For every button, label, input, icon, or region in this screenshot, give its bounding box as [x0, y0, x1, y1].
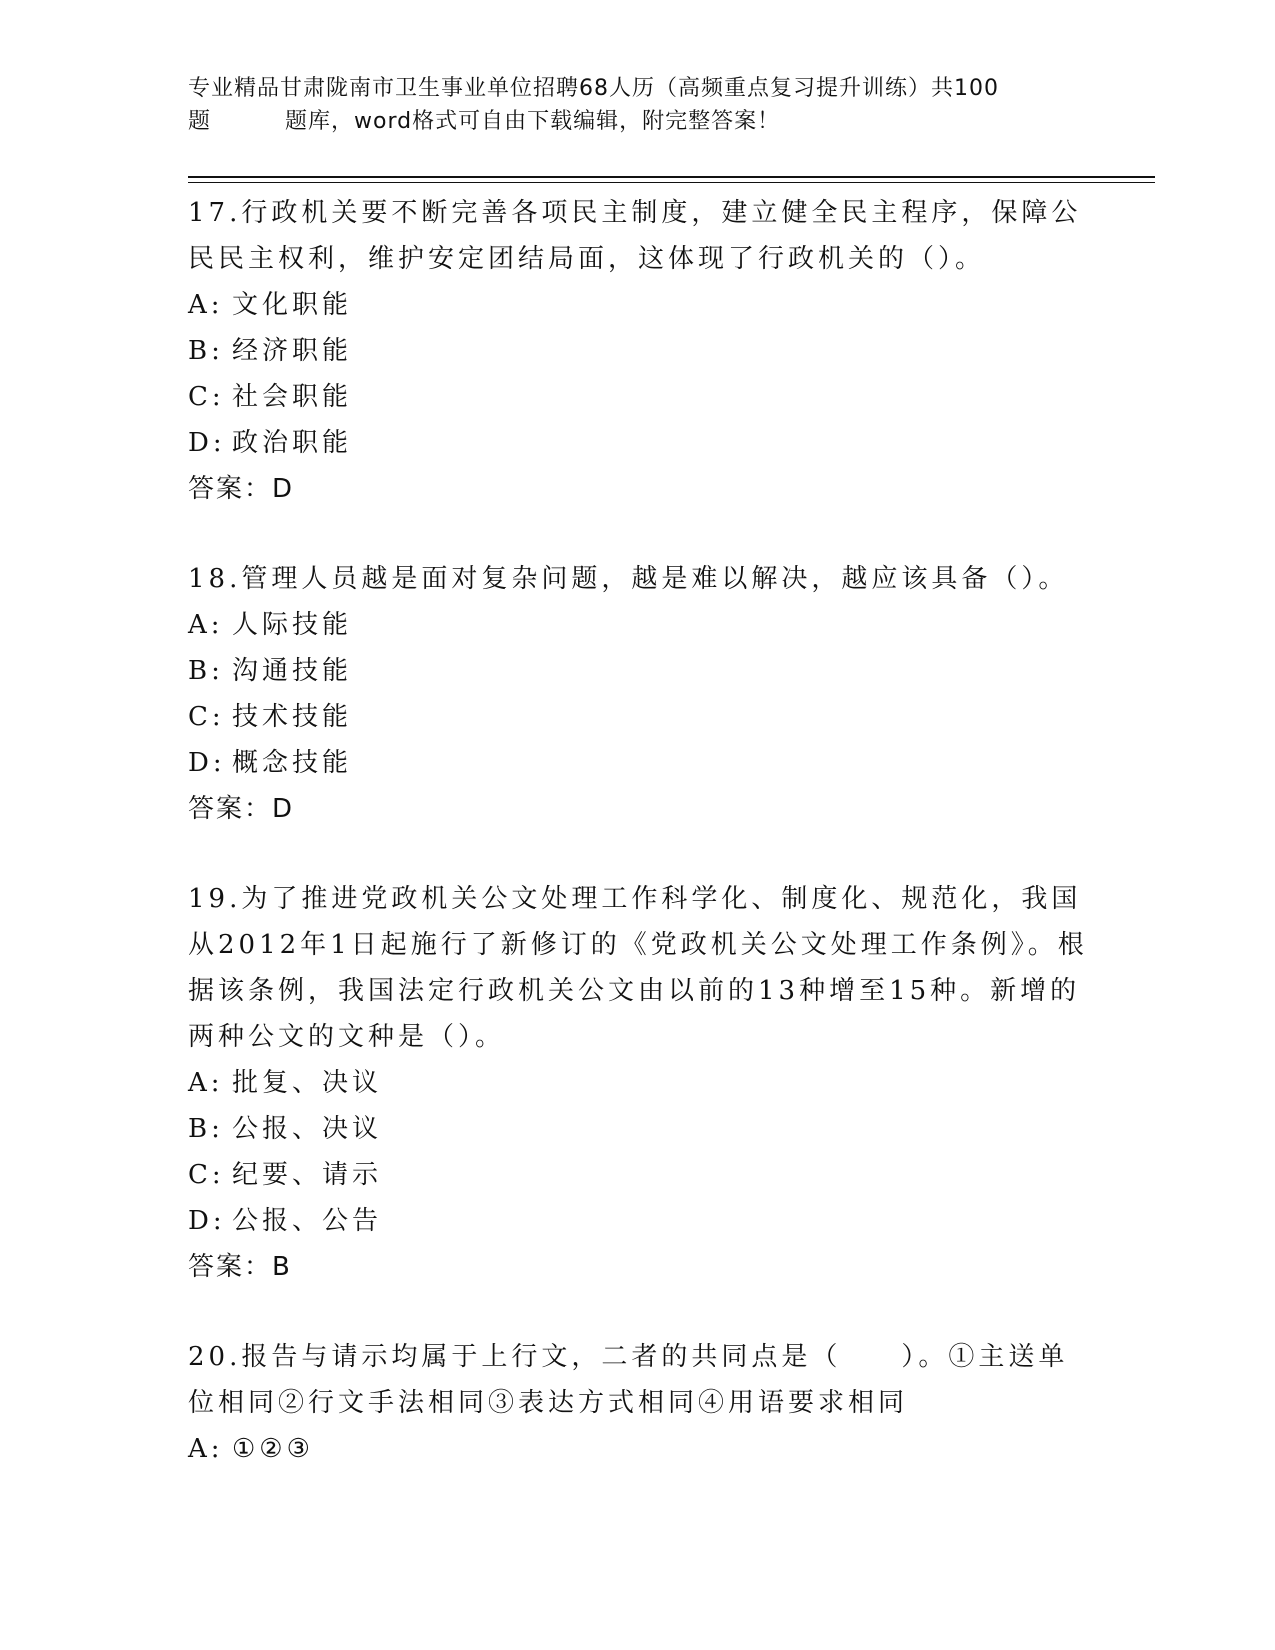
option-b: [188, 1106, 1088, 1152]
option-text: ①②③: [232, 1434, 314, 1464]
header-title-line-1: 专业精品甘肃陇南市卫生事业单位招聘68人历（高频重点复习提升训练）共100: [188, 76, 999, 101]
option-letter: A:: [188, 290, 224, 320]
question-text: 17.行政机关要不断完善各项民主制度，建立健全民主程序，保障公民民主权利，维护安定团结局面，这体现了行政机关的（）。: [188, 198, 1082, 274]
option-text: 经济职能: [232, 336, 353, 366]
option-c: [188, 694, 1088, 740]
option-text: 文化职能: [232, 290, 353, 320]
answer-line: 答案：D: [188, 794, 295, 824]
header-divider-thick: [188, 176, 1155, 178]
option-a: [188, 282, 1088, 328]
option-text: 概念技能: [232, 748, 353, 778]
option-letter: D:: [188, 428, 226, 458]
option-text: 公报、决议: [232, 1114, 383, 1144]
answer-line: 答案：B: [188, 1252, 292, 1282]
header-divider-thin: [188, 182, 1155, 183]
option-b: [188, 648, 1088, 694]
option-a: [188, 1426, 1088, 1472]
option-d: [188, 1198, 1088, 1244]
option-letter: D:: [188, 1206, 226, 1236]
question-text: 20.报告与请示均属于上行文，二者的共同点是（ ）。①主送单位相同②行文手法相同③表达方式相同④用语要求相同: [188, 1342, 1069, 1418]
question-18: [188, 556, 1088, 832]
option-text: 沟通技能: [232, 656, 353, 686]
question-17: [188, 190, 1088, 512]
option-letter: D:: [188, 748, 226, 778]
option-letter: A:: [188, 610, 224, 640]
option-letter: B:: [188, 336, 224, 366]
option-b: [188, 328, 1088, 374]
option-text: 人际技能: [232, 610, 353, 640]
header-title-line-2-part-2: 题库，word格式可自由下载编辑，附完整答案！: [285, 109, 781, 134]
option-text: 公报、公告: [232, 1206, 383, 1236]
option-c: [188, 1152, 1088, 1198]
option-a: [188, 1060, 1088, 1106]
option-letter: C:: [188, 382, 225, 412]
option-letter: A:: [188, 1068, 224, 1098]
option-a: [188, 602, 1088, 648]
option-c: [188, 374, 1088, 420]
question-19: [188, 876, 1088, 1290]
question-20: [188, 1334, 1088, 1472]
document-header: [188, 72, 1088, 138]
option-letter: B:: [188, 656, 224, 686]
option-letter: C:: [188, 702, 225, 732]
option-text: 纪要、请示: [232, 1160, 383, 1190]
header-title-line-2-part-1: 题: [188, 109, 212, 134]
option-letter: A:: [188, 1434, 224, 1464]
option-d: [188, 740, 1088, 786]
option-d: [188, 420, 1088, 466]
answer-line: 答案：D: [188, 474, 295, 504]
question-text: 19.为了推进党政机关公文处理工作科学化、制度化、规范化，我国从2012年1日起施行了新修订的《党政机关公文处理工作条例》。根据该条例，我国法定行政机关公文由以前的13种增至15种。新增的两种公文的文种是（）。: [188, 884, 1088, 1052]
option-text: 技术技能: [232, 702, 353, 732]
option-letter: C:: [188, 1160, 225, 1190]
question-list: [188, 190, 1088, 1516]
option-text: 政治职能: [232, 428, 353, 458]
option-text: 社会职能: [232, 382, 353, 412]
option-letter: B:: [188, 1114, 224, 1144]
option-text: 批复、决议: [232, 1068, 383, 1098]
question-text: 18.管理人员越是面对复杂问题，越是难以解决，越应该具备（）。: [188, 564, 1069, 594]
header-title-line-2: [188, 105, 1088, 138]
